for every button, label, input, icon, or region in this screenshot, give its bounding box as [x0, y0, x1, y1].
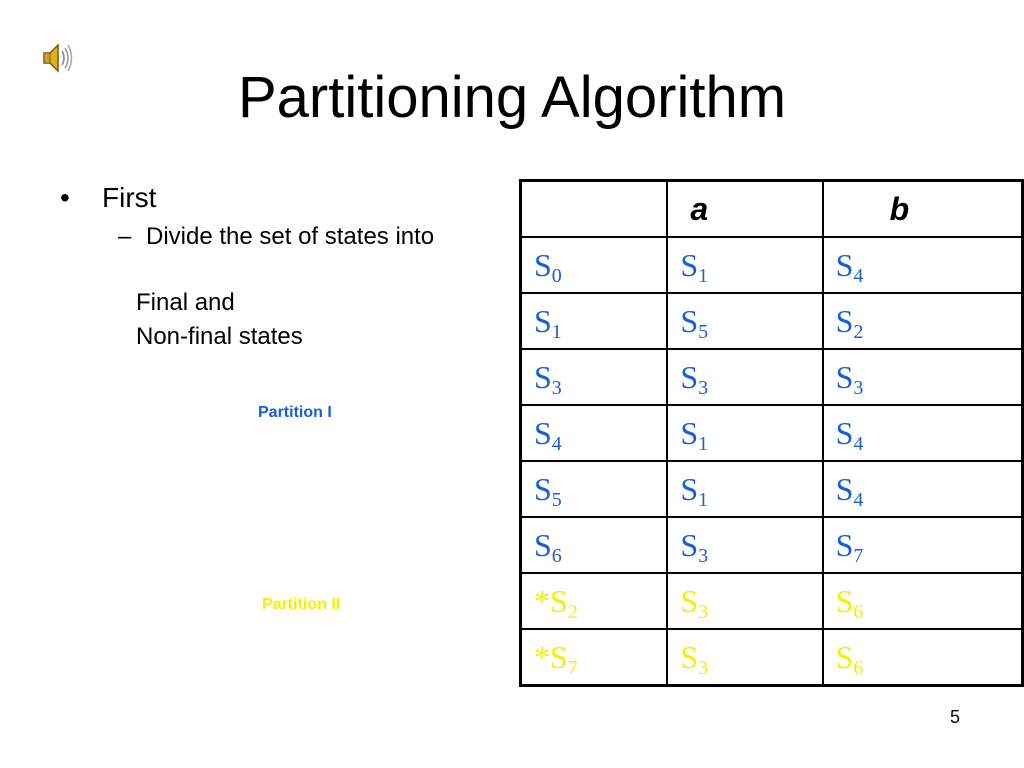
table-row: [521, 573, 1023, 629]
bullet-divide: [118, 222, 434, 252]
non-final-states-text: Non-final states: [136, 323, 303, 350]
state-symbol: S: [835, 415, 854, 451]
transition-a-cell: [667, 237, 822, 293]
transition-a-cell: [667, 349, 822, 405]
state-subscript: 7: [567, 657, 578, 679]
state-symbol: S: [680, 471, 699, 507]
state-subscript: 6: [853, 657, 864, 679]
state-subscript: 5: [551, 489, 562, 511]
state-cell: [521, 573, 668, 629]
page-title: Partitioning Algorithm: [237, 65, 787, 130]
transition-b-cell: [823, 237, 1023, 293]
state-subscript: 3: [698, 545, 709, 567]
state-symbol: S: [534, 527, 552, 563]
state-subscript: 1: [698, 489, 709, 511]
transition-a-cell: [667, 405, 822, 461]
state-symbol: S: [835, 639, 854, 675]
state-symbol: S: [534, 471, 552, 507]
partition-one-label: Partition I: [258, 404, 332, 421]
state-symbol: S: [835, 583, 854, 619]
transition-a-cell: [667, 461, 822, 517]
state-subscript: 1: [551, 321, 562, 343]
state-cell: [521, 293, 668, 349]
state-subscript: 3: [853, 377, 864, 399]
header-cell-state: [521, 181, 668, 238]
state-subscript: 0: [551, 265, 562, 287]
header-cell-b: b: [823, 181, 1023, 238]
state-subscript: 6: [853, 601, 864, 623]
transition-b-cell: [823, 573, 1023, 629]
state-subscript: 5: [698, 321, 709, 343]
state-symbol: S: [835, 527, 854, 563]
state-symbol: S: [835, 247, 854, 283]
state-symbol: S: [835, 471, 854, 507]
partition-two-label: Partition II: [262, 596, 341, 613]
table-row: [521, 461, 1023, 517]
state-symbol: S: [835, 359, 854, 395]
transition-b-cell: [823, 293, 1023, 349]
bullet-first: [60, 181, 156, 215]
transition-table: [519, 179, 1024, 687]
bullet-first-text: First: [102, 182, 157, 213]
state-symbol: S: [534, 303, 552, 339]
transition-b-cell: [823, 629, 1023, 686]
state-subscript: 2: [567, 601, 578, 623]
state-subscript: 4: [551, 433, 562, 455]
final-states-text: Final and: [136, 289, 235, 316]
state-subscript: 1: [698, 433, 709, 455]
table-row: [521, 293, 1023, 349]
state-subscript: 6: [551, 545, 562, 567]
bullet-marker: •: [60, 182, 70, 213]
transition-b-cell: [823, 517, 1023, 573]
state-cell: [521, 629, 668, 686]
header-cell-a: a: [667, 181, 822, 238]
state-cell: [521, 405, 668, 461]
state-subscript: 4: [853, 433, 864, 455]
state-symbol: *S: [534, 583, 568, 619]
state-subscript: 3: [698, 377, 709, 399]
table-row: [521, 517, 1023, 573]
state-symbol: S: [680, 359, 699, 395]
transition-a-cell: [667, 629, 822, 686]
state-subscript: 3: [551, 377, 562, 399]
state-subscript: 1: [698, 265, 709, 287]
state-symbol: S: [680, 583, 699, 619]
state-cell: [521, 461, 668, 517]
state-symbol: S: [680, 247, 699, 283]
transition-a-cell: [667, 293, 822, 349]
table-row: [521, 405, 1023, 461]
state-symbol: S: [534, 247, 552, 283]
state-subscript: 2: [853, 321, 864, 343]
transition-a-cell: [667, 573, 822, 629]
slide-number: 5: [950, 707, 961, 727]
state-subscript: 3: [698, 657, 709, 679]
state-symbol: S: [680, 303, 699, 339]
transition-a-cell: [667, 517, 822, 573]
state-subscript: 4: [853, 489, 864, 511]
state-cell: [521, 349, 668, 405]
state-symbol: S: [835, 303, 854, 339]
state-symbol: S: [680, 415, 699, 451]
table-row: [521, 629, 1023, 686]
state-subscript: 4: [853, 265, 864, 287]
state-symbol: *S: [534, 639, 568, 675]
state-subscript: 7: [853, 545, 864, 567]
transition-b-cell: [823, 349, 1023, 405]
state-symbol: S: [680, 527, 699, 563]
transition-b-cell: [823, 405, 1023, 461]
state-symbol: S: [534, 359, 552, 395]
state-symbol: S: [534, 415, 552, 451]
state-cell: [521, 237, 668, 293]
state-subscript: 3: [698, 601, 709, 623]
table-header-row: [521, 181, 1023, 238]
state-symbol: S: [680, 639, 699, 675]
sub-bullet-marker: –: [118, 223, 132, 250]
table-row: [521, 237, 1023, 293]
table-row: [521, 349, 1023, 405]
state-cell: [521, 517, 668, 573]
bullet-divide-text: Divide the set of states into: [146, 223, 435, 250]
transition-b-cell: [823, 461, 1023, 517]
